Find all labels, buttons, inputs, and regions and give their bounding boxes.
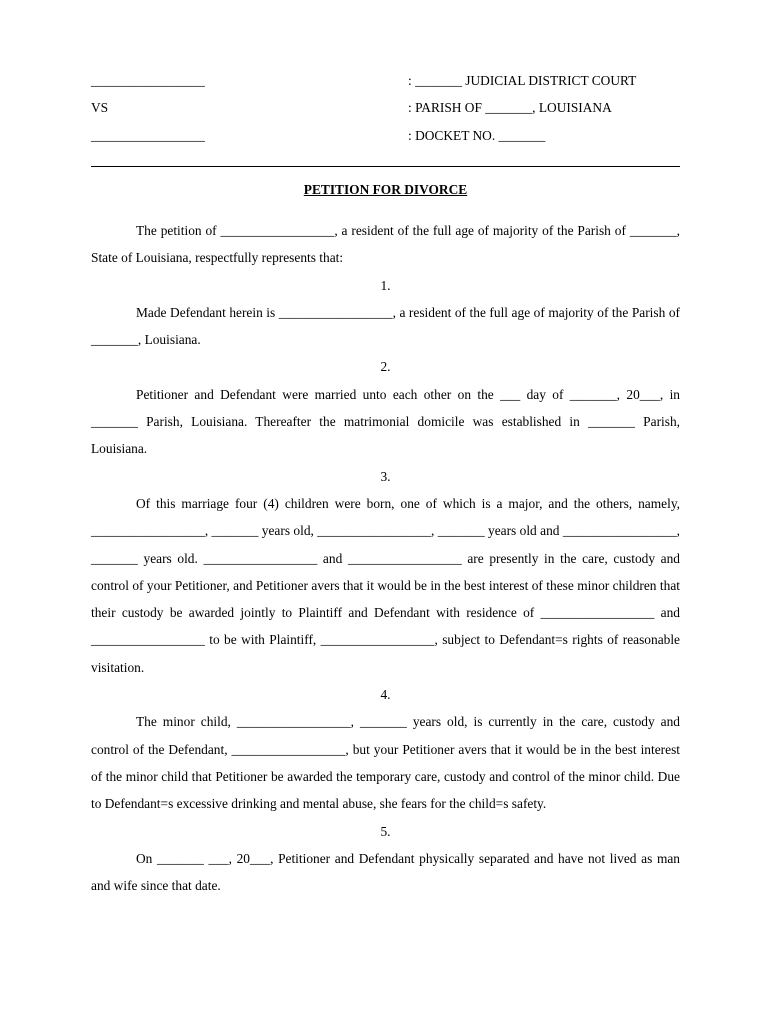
intro-paragraph: The petition of _________________, a resident of the full age of majority of the Parish of _______, State of Louisiana, respectfully represents that: [91,223,680,266]
plaintiff-blank: _________________ [91,73,205,88]
paragraph-number-2: 2. [380,359,391,375]
document-title: PETITION FOR DIVORCE [303,182,468,197]
paragraph-2: Petitioner and Defendant were married unto each other on the ___ day of _______, 20___, in _______ Parish, Louisiana. Thereafter the matrimonial domicile was established in _______ Parish, Louisiana. [91,386,680,457]
paragraph-number-3: 3. [380,468,391,484]
petition-body [91,217,680,899]
paragraph-number-1: 1. [380,277,391,293]
court-line: : _______ JUDICIAL DISTRICT COURT [408,73,637,88]
paragraph-3: Of this marriage four (4) children were born, one of which is a major, and the others, namely, _________________, _______ years old, _________________, _______ years old and _________________, _______ years old. _________________ and _________________ are presently in the care, custody and control of your Petitioner, and Petitioner avers that it would be in the best interest of these minor children that their custody be awarded jointly to Plaintiff and Defendant with residence of _________________ and _________________ to be with Plaintiff, _________________, subject to Defendant=s rights of reasonable visitation. [91,495,680,675]
paragraph-5: On _______ ___, 20___, Petitioner and Defendant physically separated and have not lived as man and wife since that date. [91,850,680,894]
paragraph-number-4: 4. [380,687,391,703]
docket-line: : DOCKET NO. _______ [408,128,546,143]
defendant-blank: _________________ [91,128,205,143]
versus-label: VS [91,100,109,115]
paragraph-4: The minor child, _________________, _______ years old, is currently in the care, custody and control of the Defendant, _________________, but your Petitioner avers that it would be in the best interest of the minor child that Petitioner be awarded the temporary care, custody and control of the minor child. Due to Defendant=s excessive drinking and mental abuse, she fears for the child=s safety. [91,714,680,812]
paragraph-number-5: 5. [380,823,391,839]
parish-line: : PARISH OF _______, LOUISIANA [408,100,612,115]
caption-divider [91,166,680,167]
paragraph-1: Made Defendant herein is _________________, a resident of the full age of majority of the Parish of _______, Louisiana. [91,304,680,348]
